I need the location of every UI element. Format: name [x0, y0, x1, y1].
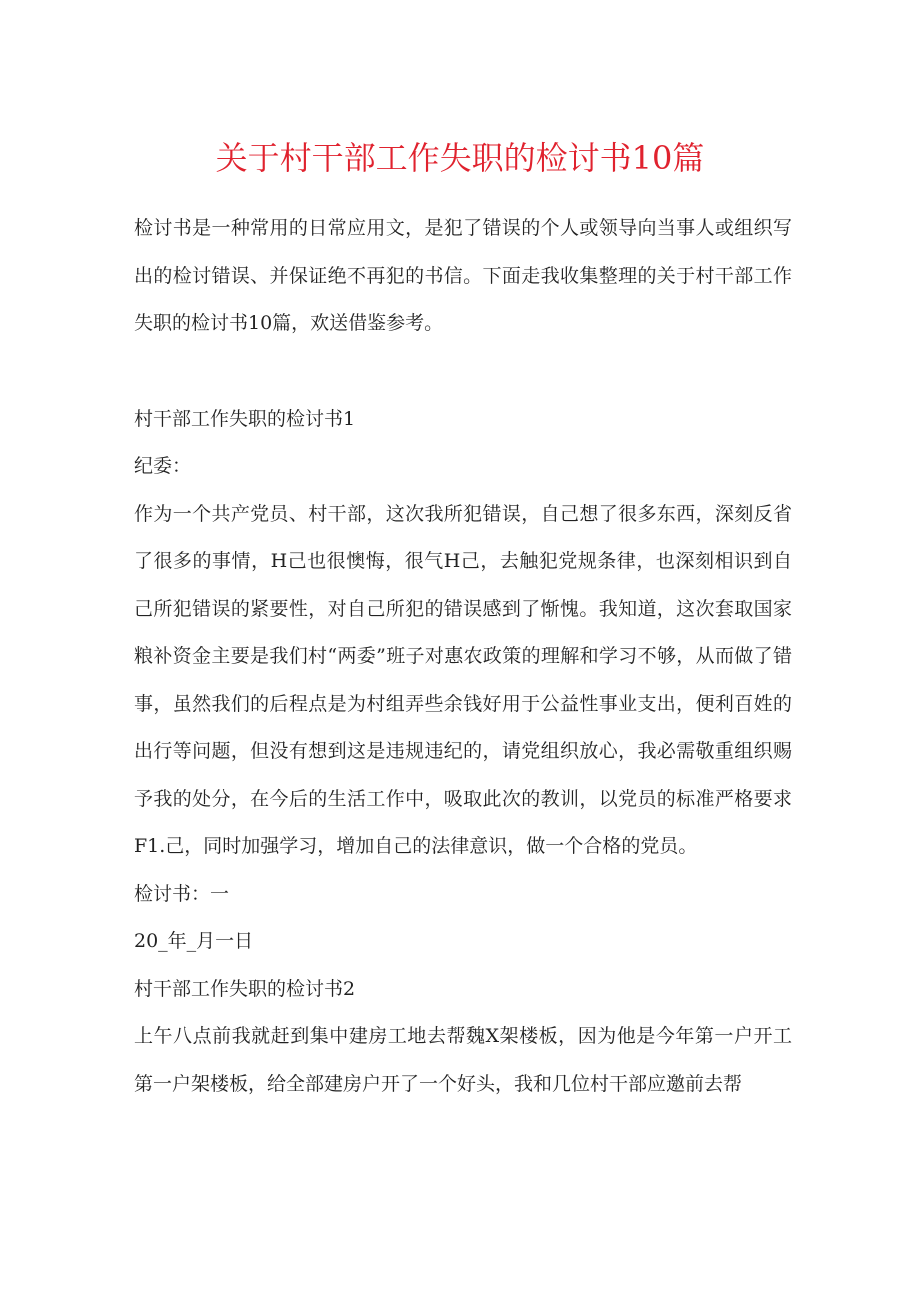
- document-title: 关于村干部工作失职的检讨书10篇: [215, 139, 705, 177]
- intro-paragraph: 检讨书是一种常用的日常应用文，是犯了错误的个人或领导向当事人或组织写出的检讨错误、并保证绝不再犯的书信。下面走我收集整理的关于村干部工作失职的检讨书10篇，欢送借鉴参考。: [134, 217, 792, 334]
- salutation: 纪委：: [134, 455, 192, 477]
- section-heading-2: 村干部工作失职的检讨书2: [134, 977, 356, 1000]
- section-body-2: 上午八点前我就赶到集中建房工地去帮魏X架楼板，因为他是今年第一户开工第一户架楼板，给全部建房户开了一个好头，我和几位村干部应邀前去帮: [134, 1025, 792, 1095]
- document-body: [134, 205, 792, 1108]
- section-heading-1: 村干部工作失职的检讨书1: [134, 407, 356, 430]
- paragraph-spacer: [134, 348, 792, 396]
- signature-line: 检讨书：一: [134, 882, 230, 905]
- section-body-1: 作为一个共产党员、村干部，这次我所犯错误，自己想了很多东西，深刻反省了很多的事情，H己也很懊悔，很气H己，去触犯党规条律，也深刻相识到自己所犯错误的紧要性，对自己所犯的错误感到了惭愧。我知道，这次套取国家粮补资金主要是我们村“两委”班子对惠农政策的理解和学习不够，从而做了错事，虽然我们的后程点是为村组弄些余钱好用于公益性事业支出，便利百姓的出行等问题，但没有想到这是违规违纪的，请党组织放心，我必需敬重组织赐予我的处分，在今后的生活工作中，吸取此次的教训，以党员的标准严格要求F1.己，同时加强学习，增加自己的法律意识，做一个合格的党员。: [134, 502, 792, 857]
- date-line: 20_年_月一日: [134, 930, 254, 952]
